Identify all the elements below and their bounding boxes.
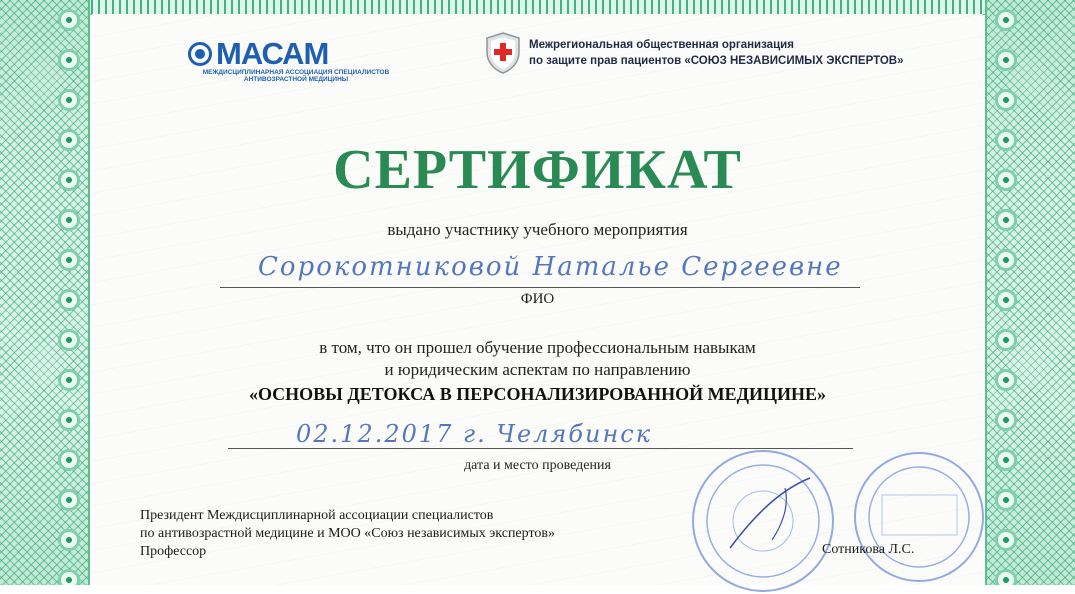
shield-cross-icon xyxy=(485,32,521,74)
union-experts-line2: по защите прав пациентов «СОЮЗ НЕЗАВИСИМЫХ ЭКСПЕРТОВ» xyxy=(529,55,904,67)
signature-line-2: по антивозрастной медицине и МОО «Союз независимых экспертов» xyxy=(140,526,556,542)
date-place-caption: дата и место проведения xyxy=(464,458,611,473)
masam-logo-subtitle: МЕЖДИСЦИПЛИНАРНАЯ АССОЦИАЦИЯ СПЕЦИАЛИСТОВ АНТИВОЗРАСТНОЙ МЕДИЦИНЫ xyxy=(202,69,390,84)
name-underline xyxy=(220,287,860,288)
signer-name: Сотникова Л.С. xyxy=(822,542,915,557)
union-experts-stamp xyxy=(852,450,987,585)
signature-block xyxy=(140,507,555,562)
masam-emblem-icon xyxy=(188,42,212,66)
body-line-1: в том, что он прошел обучение профессиональным навыкам xyxy=(319,338,756,357)
decorative-top-border xyxy=(0,0,1075,15)
union-experts-line1: Межрегиональная общественная организация xyxy=(529,38,794,51)
masam-stamp xyxy=(690,448,836,594)
course-title: «ОСНОВЫ ДЕТОКСА В ПЕРСОНАЛИЗИРОВАННОЙ МЕДИЦИНЕ» xyxy=(248,384,827,404)
signature-line-3: Профессор xyxy=(140,544,207,560)
certificate-title: СЕРТИФИКАТ xyxy=(333,139,742,201)
body-line-2: и юридическим аспектам по направлению xyxy=(384,360,691,379)
issued-to-text: выдано участнику учебного мероприятия xyxy=(387,220,688,239)
union-experts-logo xyxy=(485,32,904,74)
masam-logo-name: МАСАМ xyxy=(216,36,329,71)
recipient-name-handwritten: Сорокотниковой Наталье Сергеевне xyxy=(258,252,843,282)
name-caption: ФИО xyxy=(520,291,555,307)
masam-logo xyxy=(188,38,408,84)
date-place-handwritten: 02.12.2017 г. Челябинск xyxy=(296,420,653,448)
signature-line-1: Президент Междисциплинарной ассоциации специалистов xyxy=(140,508,494,523)
